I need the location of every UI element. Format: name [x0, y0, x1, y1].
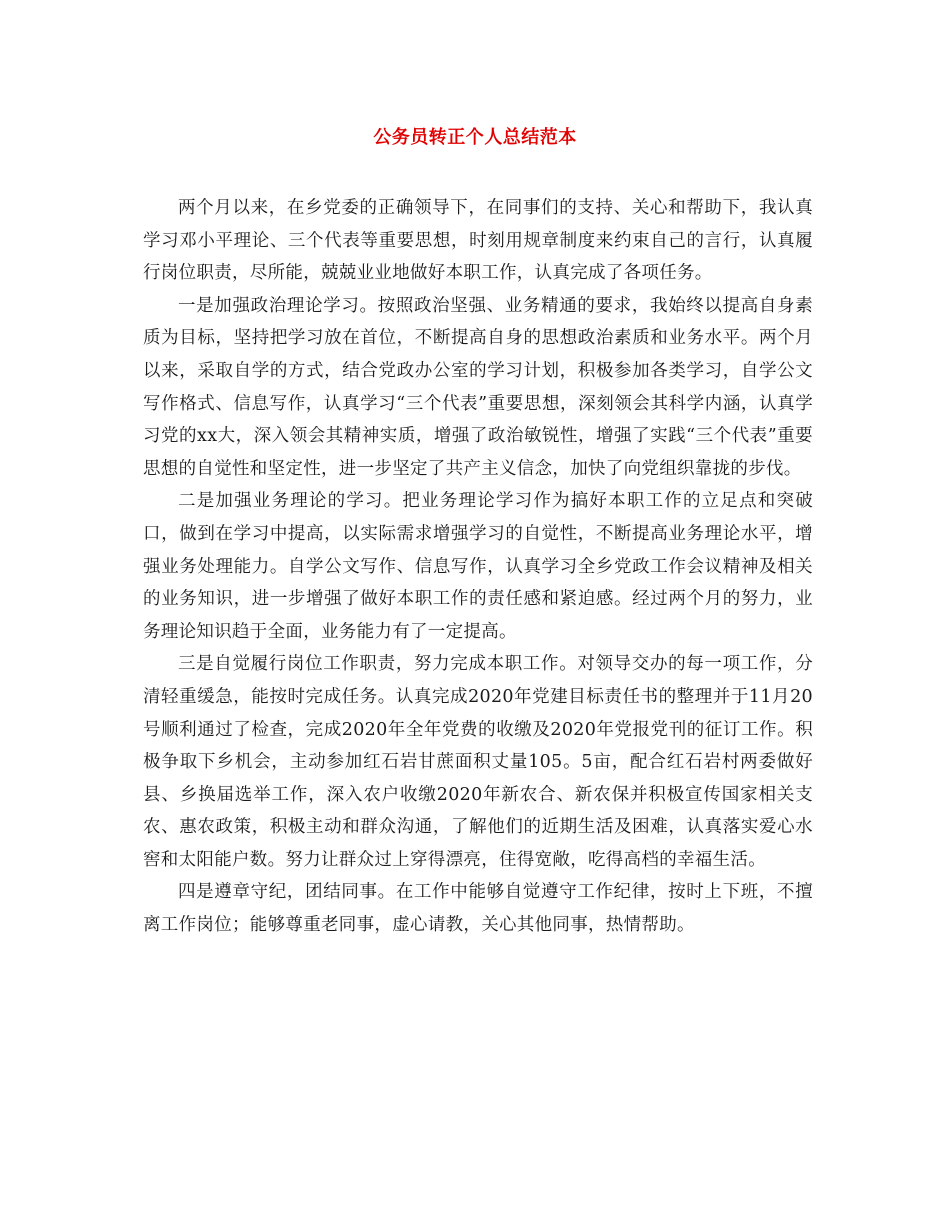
- paragraph-job-duties: 三是自觉履行岗位工作职责，努力完成本职工作。对领导交办的每一项工作，分清轻重缓急，能按时完成任务。认真完成2020年党建目标责任书的整理并于11月20号顺利通过了检查，完成2020年全年党费的收缴及2020年党报党刊的征订工作。积极争取下乡机会，主动参加红石岩甘蔗面积丈量105。5亩，配合红石岩村两委做好县、乡换届选举工作，深入农户收缴2020年新农合、新农保并积极宣传国家相关支农、惠农政策，积极主动和群众沟通，了解他们的近期生活及困难，认真落实爱心水窖和太阳能户数。努力让群众过上穿得漂亮，住得宽敞，吃得高档的幸福生活。: [143, 654, 813, 870]
- paragraph-intro: 两个月以来，在乡党委的正确领导下，在同事们的支持、关心和帮助下，我认真学习邓小平理论、三个代表等重要思想，时刻用规章制度来约束自己的言行，认真履行岗位职责，尽所能，兢兢业业地做好本职工作，认真完成了各项任务。: [143, 198, 813, 284]
- document-body: [143, 192, 813, 942]
- document-title: 公务员转正个人总结范本: [373, 127, 577, 148]
- paragraph-business-study: 二是加强业务理论的学习。把业务理论学习作为搞好本职工作的立足点和突破口，做到在学习中提高，以实际需求增强学习的自觉性，不断提高业务理论水平，增强业务处理能力。自学公文写作、信息写作，认真学习全乡党政工作会议精神及相关的业务知识，进一步增强了做好本职工作的责任感和紧迫感。经过两个月的努力，业务理论知识趋于全面，业务能力有了一定提高。: [143, 491, 813, 642]
- paragraph-political-study: 一是加强政治理论学习。按照政治坚强、业务精通的要求，我始终以提高自身素质为目标，坚持把学习放在首位，不断提高自身的思想政治素质和业务水平。两个月以来，采取自学的方式，结合党政办公室的学习计划，积极参加各类学习，自学公文写作格式、信息写作，认真学习“三个代表”重要思想，深刻领会其科学内涵，认真学习党的xx大，深入领会其精神实质，增强了政治敏锐性，增强了实践“三个代表”重要思想的自觉性和坚定性，进一步坚定了共产主义信念，加快了向党组织靠拢的步伐。: [143, 295, 813, 479]
- paragraph-discipline: 四是遵章守纪，团结同事。在工作中能够自觉遵守工作纪律，按时上下班，不擅离工作岗位；能够尊重老同事，虚心请教，关心其他同事，热情帮助。: [143, 882, 813, 936]
